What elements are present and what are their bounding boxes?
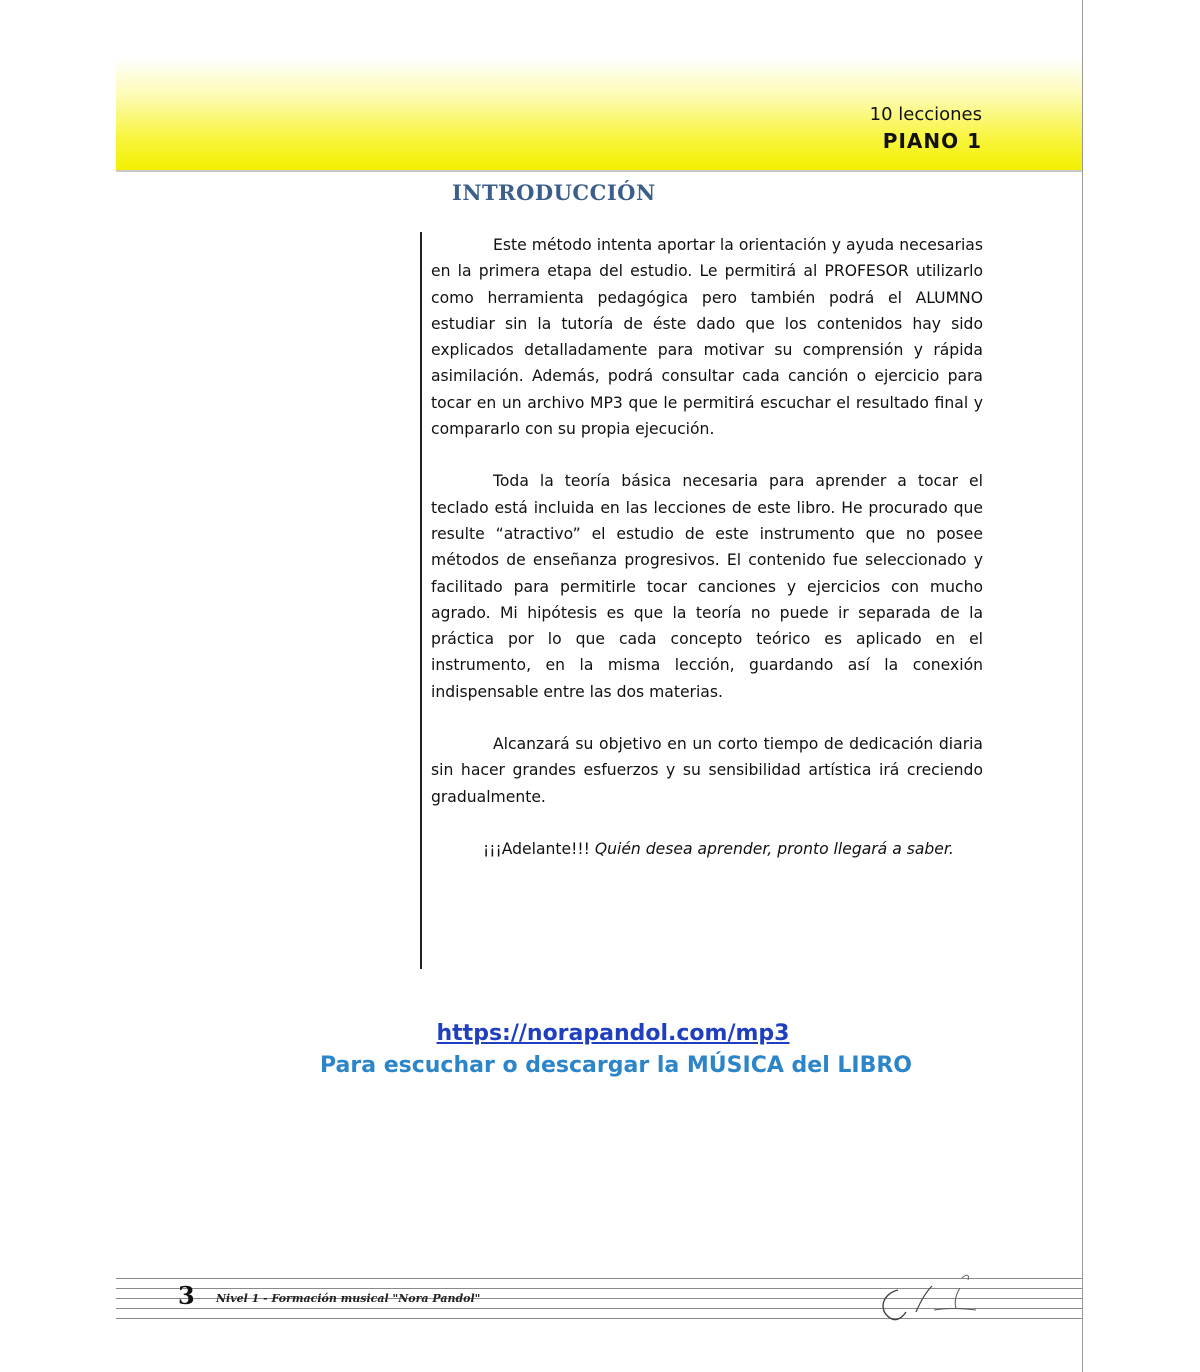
- body-text: [431, 232, 983, 888]
- signature-icon: [876, 1268, 986, 1332]
- mp3-link-caption: Para escuchar o descargar la MÚSICA del LIBRO: [319, 1053, 913, 1078]
- footer-credit: Nivel 1 - Formación musical "Nora Pandol": [216, 1292, 481, 1305]
- paragraph: Toda la teoría básica necesaria para aprender a tocar el teclado está incluida en las lecciones de este libro. He procurado que resulte “atractivo” el estudio de este instrumento que no posee métodos de enseñanza progresivos. El contenido fue seleccionado y facilitado para permitirle tocar canciones y ejercicios con mucho agrado. Mi hipótesis es que la teoría no puede ir separada de la práctica por lo que cada concepto teórico es aplicado en el instrumento, en la misma lección, guardando así la conexión indispensable entre las dos materias.: [431, 472, 983, 701]
- paragraph: Alcanzará su objetivo en un corto tiempo de dedicación diaria sin hacer grandes esfuerzos y su sensibilidad artística irá creciendo gradualmente.: [431, 735, 983, 806]
- header-divider: [116, 170, 1082, 172]
- page-right-border: [1082, 0, 1083, 1372]
- header-title: PIANO 1: [882, 129, 982, 153]
- page-number: 3: [178, 1281, 195, 1310]
- closing-paragraph: [431, 836, 983, 862]
- header-subtitle: 10 lecciones: [869, 104, 982, 125]
- paragraph: Este método intenta aportar la orientación y ayuda necesarias en la primera etapa del estudio. Le permitirá al PROFESOR utilizarlo como herramienta pedagógica pero también podrá el ALUMNO estudiar sin la tutoría de éste dado que los contenidos hay sido explicados detalladamente para motivar su comprensión y rápida asimilación. Además, podrá consultar cada canción o ejercicio para tocar en un archivo MP3 que le permitirá escuchar el resultado final y compararlo con su propia ejecución.: [431, 236, 983, 439]
- closing-exclamation: ¡¡¡Adelante!!!: [483, 839, 590, 858]
- closing-quote: Quién desea aprender, pronto llegará a saber.: [594, 839, 954, 858]
- mp3-link[interactable]: https://norapandol.com/mp3: [436, 1021, 790, 1046]
- section-title: INTRODUCCIÓN: [452, 180, 656, 205]
- text-margin-rule: [420, 232, 422, 969]
